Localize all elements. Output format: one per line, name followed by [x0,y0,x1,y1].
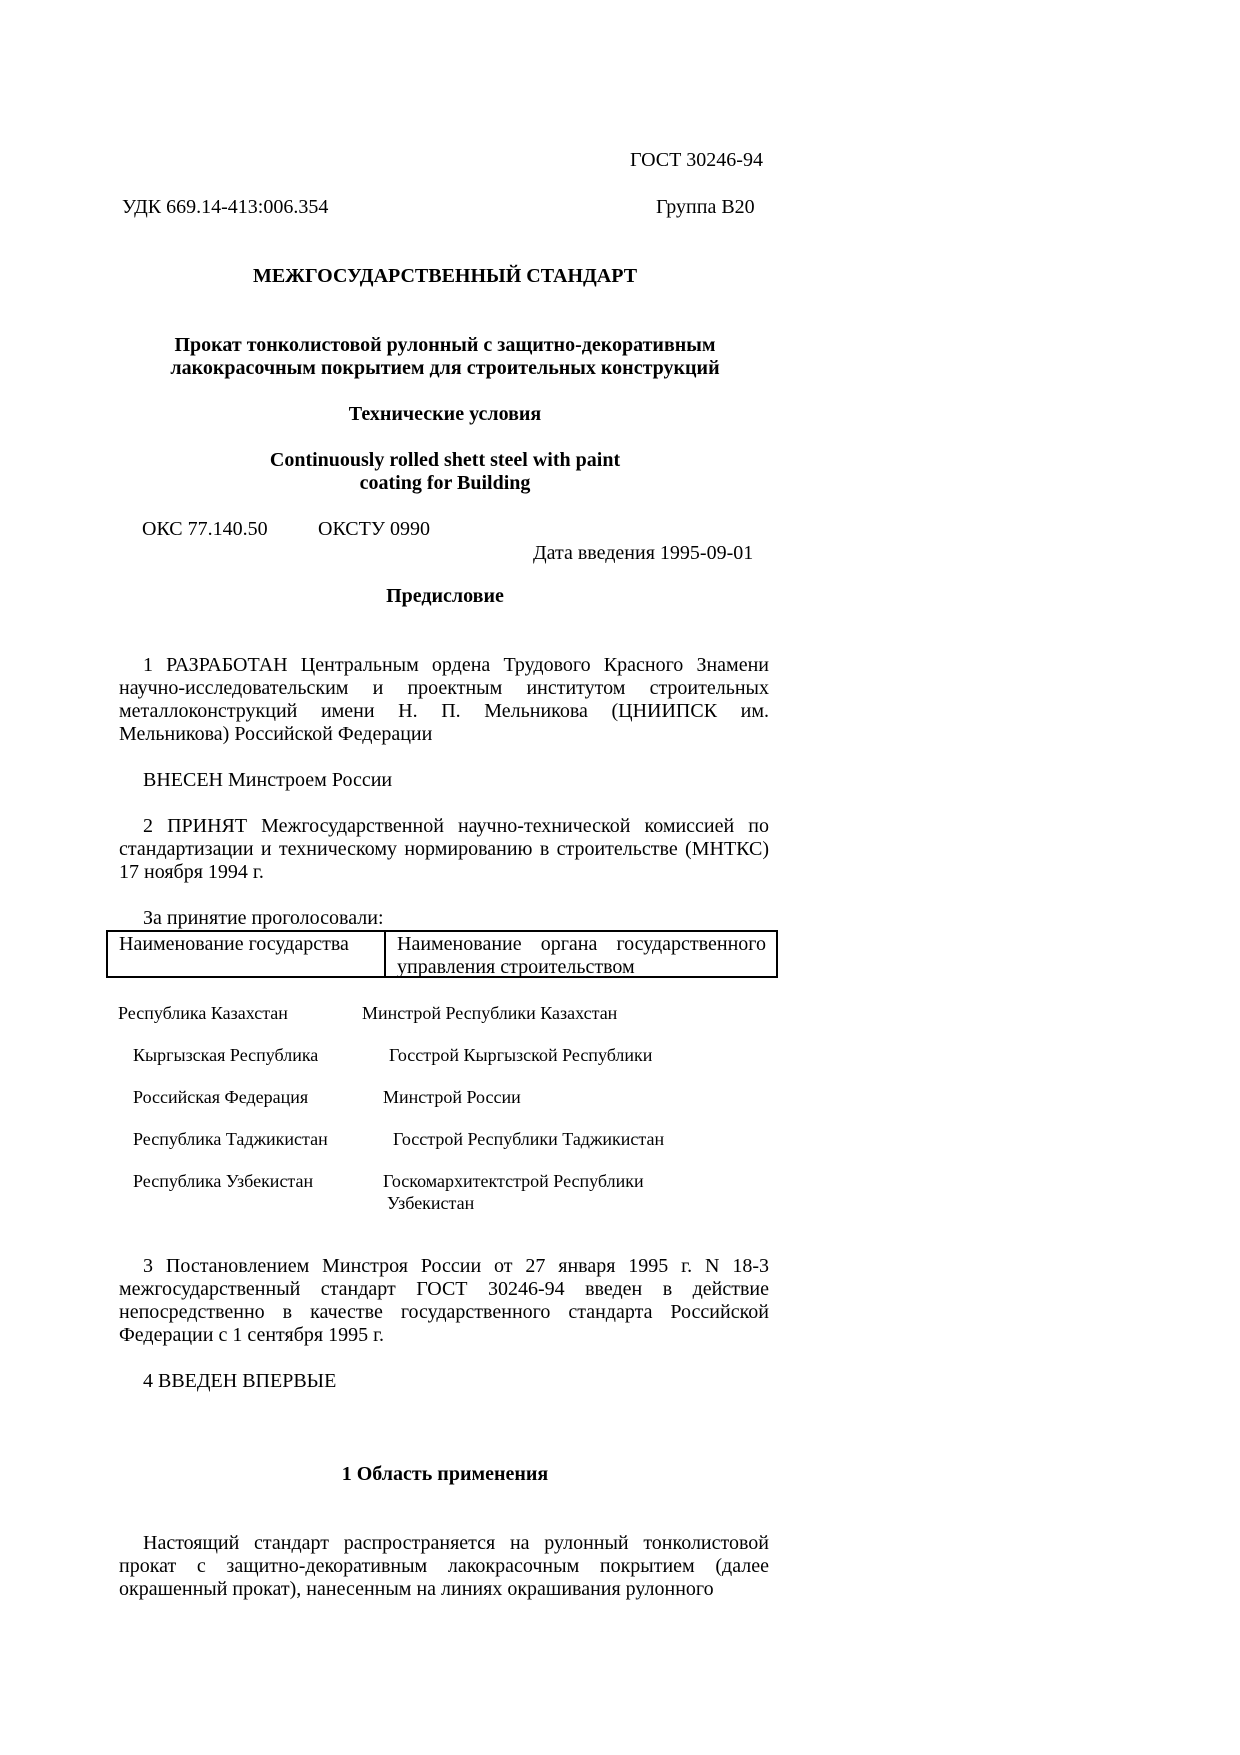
introduction-date: Дата введения 1995-09-01 [533,542,754,564]
vote-authority: Госстрой Кыргызской Республики [389,1045,653,1065]
okstu-code: ОКСТУ 0990 [318,518,431,540]
vote-authority: Госкомархитектстрой Республики [383,1171,644,1191]
standard-name-line2: лакокрасочным покрытием для строительных конструкций [170,357,720,379]
udk-code: УДК 669.14-413:006.354 [122,196,329,218]
foreword-paragraph-submitted: ВНЕСЕН Минстроем России [143,769,393,791]
vote-state: Кыргызская Республика [133,1045,319,1065]
vote-authority: Минстрой Республики Казахстан [362,1003,618,1023]
oks-code: ОКС 77.140.50 [142,518,268,540]
foreword-paragraph-voted: За принятие проголосовали: [143,907,384,929]
english-title-line1: Continuously rolled shett steel with paint [269,449,621,471]
vote-authority-continuation: Узбекистан [387,1193,475,1213]
table-header-authority: Наименование органа государственного управления строительством [397,933,766,978]
vote-authority: Минстрой России [383,1087,521,1107]
vote-state: Республика Таджикистан [133,1129,328,1149]
vote-table-header [106,930,778,978]
standard-type-heading: МЕЖГОСУДАРСТВЕННЫЙ СТАНДАРТ [252,265,638,287]
gost-number: ГОСТ 30246-94 [630,149,763,171]
section1-paragraph: Настоящий стандарт распространяется на рулонный тонколистовой прокат с защитно-декоративным лакокрасочным покрытием (далее окрашенный прокат), нанесенным на линиях окрашивания рулонного [119,1532,769,1600]
foreword-paragraph-adopted: 2 ПРИНЯТ Межгосударственной научно-технической комиссией по стандартизации и техническому нормированию в строительстве (МНТКС) 17 ноября 1994 г. [119,815,769,883]
vote-state: Российская Федерация [133,1087,309,1107]
section1-heading: 1 Область применения [341,1463,549,1485]
foreword-paragraph-developed: 1 РАЗРАБОТАН Центральным ордена Трудового Красного Знамени научно-исследовательским и проектным институтом строительных металлоконструкций имени Н. П. Мельникова (ЦНИИПСК им. Мельникова) Российской Федерации [119,654,769,745]
vote-state: Республика Казахстан [118,1003,288,1023]
vote-authority: Госстрой Республики Таджикистан [393,1129,665,1149]
foreword-paragraph-first-introduced: 4 ВВЕДЕН ВПЕРВЫЕ [143,1370,337,1392]
english-title-line2: coating for Building [359,472,531,494]
table-header-state: Наименование государства [108,932,386,976]
vote-state: Республика Узбекистан [133,1171,314,1191]
standard-name-line1: Прокат тонколистовой рулонный с защитно-декоративным [174,334,716,356]
group-code: Группа В20 [656,196,755,218]
foreword-heading: Предисловие [386,585,504,607]
foreword-paragraph-decree: 3 Постановлением Минстроя России от 27 января 1995 г. N 18-3 межгосударственный стандарт ГОСТ 30246-94 введен в действие непосредственно в качестве государственного стандарта Российской Федерации с 1 сентября 1995 г. [119,1255,769,1346]
subtitle-technical-conditions: Технические условия [348,403,542,425]
